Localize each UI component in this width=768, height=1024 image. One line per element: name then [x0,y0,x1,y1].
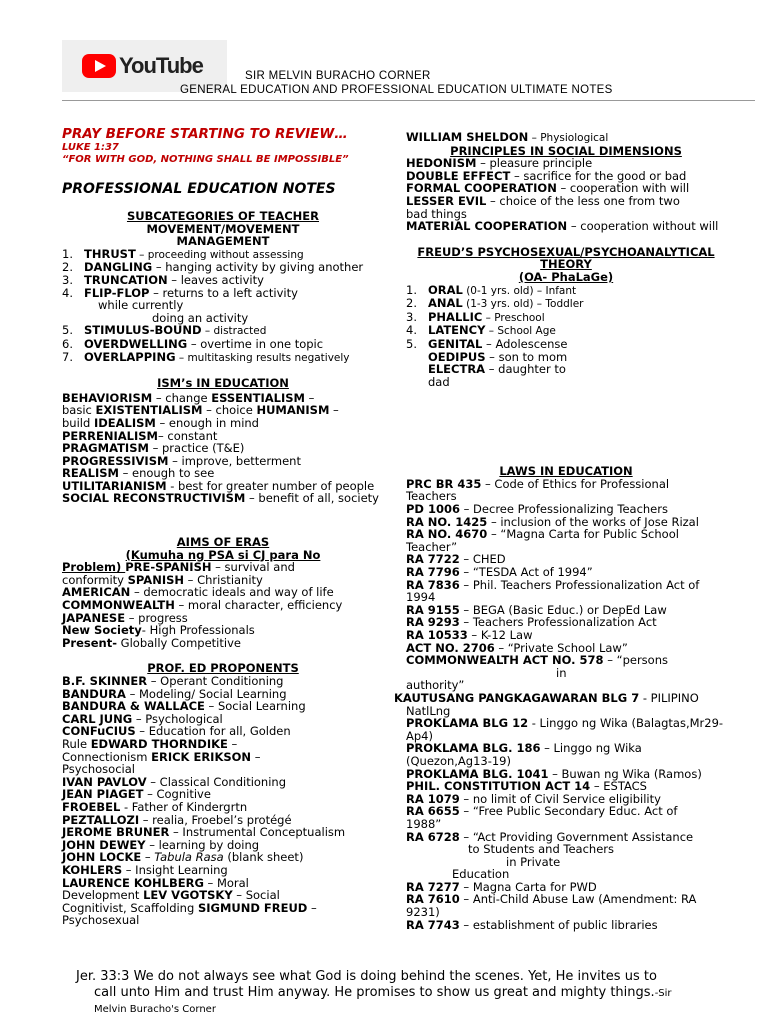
term: THRUST [84,246,136,261]
term: AMERICAN [62,585,131,600]
term: JOHN LOCKE [62,850,142,865]
quote-ref: Jer. 33:3 [76,969,130,984]
section-heading: (OA- PhaLaGe) [518,269,614,284]
term: PERRENIALISM [62,428,158,443]
term: ELECTRA [428,362,486,377]
description: Rule [62,736,91,751]
term: PRE-SPANISH [125,560,212,575]
description: – Preschool [482,311,545,324]
term: UTILITARIANISM [62,478,167,493]
term: IVAN PAVLOV [62,774,147,789]
description: - best for greater number of people [166,478,375,493]
description: – leaves activity [167,272,264,287]
description: – [307,900,317,915]
description: – daughter to [485,362,566,377]
description: – Cognitive [143,787,211,802]
list-item [406,919,726,932]
term: PROKLAMA BLG 12 [406,716,529,731]
description: – K-12 Law [467,628,533,642]
description: – survival and [211,560,295,575]
description: to Students and Teachers [468,842,615,857]
description: – [329,403,339,418]
term: SOCIAL RECONSTRUCTIVISM [62,491,246,506]
description: (blank sheet) [223,850,304,865]
description: – cooperation with will [556,181,690,196]
list-item [62,492,384,505]
verse-ref: LUKE 1:37 [62,142,119,153]
description: Teachers [406,489,457,504]
description: – Education for all, Golden [135,724,291,739]
description: – School Age [485,325,556,338]
description: 4. [406,323,417,338]
description: 5. [62,323,73,338]
term: ANAL [428,296,463,311]
term: TRUNCATION [84,272,168,287]
term: LAURENCE KOHLBERG [62,875,204,890]
logo-text: YouTube [119,53,203,78]
term: SIGMUND FREUD [197,900,308,915]
description: – improve, betterment [168,453,301,468]
term: PHALLIC [428,309,483,324]
term: DANGLING [84,260,153,275]
description: 4. [62,285,73,300]
description: – [227,736,238,751]
description: – “Free Public Secondary Educ. Act of [459,804,678,819]
description: – Moral [203,875,249,890]
description: – democratic ideals and way of life [130,585,334,600]
description: Psychosexual [62,913,140,928]
pray-heading: PRAY BEFORE STARTING TO REVIEW… [62,126,348,142]
header-divider [62,100,755,101]
description: – choice of the less one from two [486,193,680,208]
term: B.F. SKINNER [62,674,148,688]
list-item [62,914,384,927]
description: build [62,415,94,430]
description: in Private [506,854,561,869]
term: OVERLAPPING [84,349,176,364]
list-item [406,717,726,730]
description: – sacrifice for the good or bad [510,168,687,183]
list-item [406,220,726,233]
verse-text: “FOR WITH GOD, NOTHING SHALL BE IMPOSSIBLE” [62,154,349,165]
page-title: PROFESSIONAL EDUCATION NOTES [62,181,336,197]
term: JAPANESE [62,610,126,625]
list-item [62,351,384,365]
list-item [62,248,384,262]
term: COMMONWEALTH ACT NO. 578 [406,653,604,668]
description: – hanging activity by giving another [152,260,364,275]
term: PROKLAMA BLG. 1041 [406,766,549,781]
footer-quote [76,969,756,1018]
description: – Insight Learning [122,862,228,877]
section-heading: PRINCIPLES IN SOCIAL DIMENSIONS [450,143,682,158]
description: – Physiological [528,132,609,144]
term: RA 6728 [406,829,460,844]
list-item [406,579,726,592]
term: REALISM [62,466,119,481]
section-heading: MOVEMENT/MOVEMENT [146,221,300,236]
description: basic [62,403,96,418]
term: RA 7722 [406,552,460,567]
description: Ap4) [406,728,433,743]
term: EDWARD THORNDIKE [90,736,228,751]
description: – [304,390,315,405]
description: – “TESDA Act of 1994” [459,565,593,580]
description: – overtime in one topic [187,336,324,351]
description: – choice [202,403,257,418]
term: ACT NO. 2706 [406,640,495,655]
left-column [62,126,384,927]
term: PD 1006 [406,502,460,517]
term: IDEALISM [93,415,156,430]
header-author: SIR MELVIN BURACHO CORNER [245,70,431,82]
description: (0-1 yrs. old) – Infant [462,284,577,297]
description: - PILIPINO [639,690,699,705]
description: 1. [62,246,73,261]
quote-line: We do not always see what God is doing behind the scenes. Yet, He invites us to [129,969,657,984]
list-item [62,324,384,338]
term: SPANISH [127,572,185,587]
description: - High Professionals [141,623,255,638]
sheldon-line [406,131,726,145]
play-icon [82,54,116,78]
description: - Father of Kindergrtn [120,799,248,814]
term: LATENCY [428,323,486,338]
description: – Teachers Professionalization Act [459,615,657,630]
term: RA 7277 [406,879,460,894]
right-column [394,130,726,932]
description: doing an activity [152,310,249,325]
term: ESSENTIALISM [211,390,305,405]
description: 6. [62,336,73,351]
section-heading: MANAGEMENT [176,234,270,249]
description: – Anti-Child Abuse Law (Amendment: RA [459,892,697,907]
section-heading: LAWS IN EDUCATION [499,464,633,479]
term: RA NO. 4670 [406,527,488,542]
term: OEDIPUS [428,349,486,364]
term: RA 7610 [406,892,460,907]
description: – Linggo ng Wika [540,741,642,756]
description: NatlLng [406,703,451,718]
description: – Code of Ethics for Professional [481,476,670,491]
description: – progress [125,610,188,625]
term: New Society [62,623,142,638]
description: – Phil. Teachers Professionalization Act of [459,577,700,592]
description: Development [62,888,144,903]
term: RA 7796 [406,565,460,580]
term: Present- [62,635,118,650]
quote-line: call unto Him and trust Him anyway. He promises to show us great and mighty things. [94,985,655,1000]
term: JEAN PIAGET [62,787,144,802]
section-heading: ISM’s IN EDUCATION [157,376,289,391]
term: BANDURA [62,686,126,701]
description: Cognitivist, Scaffolding [62,900,198,915]
section-heading: AIMS OF ERAS [176,535,270,550]
description: bad things [406,206,467,221]
term: RA 6655 [406,804,460,819]
description: – CHED [459,552,506,567]
description: – returns to a left activity [149,285,298,300]
description: – practice (T&E) [148,441,245,456]
list-item [406,324,726,338]
description: 3. [62,272,73,287]
principles-list [406,157,726,233]
list-item [406,284,726,298]
description: in [556,665,567,680]
description: 2. [62,260,73,275]
quote-signature: -Sir [654,988,672,999]
description: – “persons [603,653,668,668]
description: – enough to see [118,466,215,481]
term: PROGRESSIVISM [62,453,169,468]
term: WILLIAM SHELDON [406,130,529,144]
list-item [406,297,726,311]
term: PEZTALLOZI [62,812,140,827]
term: COMMONWEALTH [62,598,175,613]
list-item [406,843,726,856]
description: – Social Learning [204,699,306,714]
term: DOUBLE EFFECT [406,168,511,183]
description: – Adolescense [482,336,568,351]
description: – “Act Providing Government Assistance [459,829,694,844]
term: PHIL. CONSTITUTION ACT 14 [406,779,591,794]
description: – [141,850,155,865]
term: HUMANISM [256,403,330,418]
description: conformity [62,572,128,587]
term: BEHAVIORISM [62,390,153,405]
term: FLIP-FLOP [84,285,150,300]
term: RA 10533 [406,628,468,642]
description: – multitasking results negatively [175,351,350,364]
description: – Classical Conditioning [146,774,287,789]
list-item [406,893,726,906]
description: – “Magna Carta for Public School [487,527,679,542]
description: Connectionism [62,749,152,764]
description: – no limit of Civil Service eligibility [459,791,661,806]
description: (Quezon,Ag13-19) [406,753,511,768]
ism-list [62,392,384,505]
term: RA NO. 1425 [406,514,488,529]
section-heading: FREUD’S PSYCHOSEXUAL/PSYCHOANALYTICAL [417,244,715,259]
term: HEDONISM [406,156,477,171]
description: – ESTACS [590,779,647,794]
description: – Magna Carta for PWD [459,879,597,894]
freud-list [406,284,726,389]
term: CARL JUNG [62,711,133,726]
quote-signature: Melvin Buracho's Corner [94,1004,216,1015]
description: – inclusion of the works of Jose Rizal [487,514,699,529]
term: PRAGMATISM [62,441,149,456]
description: – change [152,390,212,405]
term: STIMULUS-BOUND [84,323,202,338]
term: LESSER EVIL [406,193,487,208]
list-item [406,805,726,818]
description: Globally Competitive [117,635,241,650]
header-subtitle: GENERAL EDUCATION AND PROFESSIONAL EDUCATION ULTIMATE NOTES [180,84,613,96]
term: OVERDWELLING [84,336,188,351]
description: 2. [406,296,417,311]
description: – Buwan ng Wika (Ramos) [548,766,702,781]
term: ORAL [428,282,463,297]
term: KAUTUSANG PANGKAGAWARAN BLG 7 [394,690,640,705]
aims-subtitle: (Kumuha ng PSA si CJ para No [125,547,321,562]
list-item [406,654,726,667]
term: EXISTENTIALISM [95,403,203,418]
description: 3. [406,309,417,324]
laws-list [394,476,726,932]
list-item [406,363,726,376]
description: – realia, Froebel’s protégé [139,812,292,827]
description: – Operant Conditioning [147,674,284,688]
description: – proceeding without assessing [135,248,304,261]
subcategory-list [62,248,384,364]
description: – establishment of public libraries [459,917,658,932]
section-heading: SUBCATEGORIES OF TEACHER [126,209,320,223]
description: – “Private School Law” [494,640,628,655]
term: JOHN DEWEY [62,837,146,852]
description: 9231) [406,905,440,920]
description: dad [428,374,450,389]
section-heading: PROF. ED PROPONENTS [147,661,299,676]
description: – moral character, efficiency [174,598,343,613]
term: FORMAL COOPERATION [406,181,557,196]
term: PROKLAMA BLG. 186 [406,741,541,756]
term: RA 1079 [406,791,460,806]
description: – BEGA (Basic Educ.) or DepEd Law [459,602,667,617]
description: authority” [406,678,465,693]
description: – Social [232,888,280,903]
description: – [251,749,261,764]
description: 5. [406,336,417,351]
description: Education [452,867,510,882]
term: FROEBEL [62,799,121,814]
list-item [406,376,726,389]
description: – distracted [201,325,267,338]
description: 1988” [406,816,442,831]
list-item [406,311,726,325]
section-heading: THEORY [540,257,592,272]
term: RA 9155 [406,602,460,617]
description: - Linggo ng Wika (Balagtas,Mr29- [528,716,724,731]
description: – Decree Professionalizing Teachers [460,502,668,517]
description: – enough in mind [155,415,259,430]
term: ERICK ERIKSON [151,749,252,764]
description: – learning by doing [145,837,260,852]
description: – Modeling/ Social Learning [125,686,287,701]
description: (1-3 yrs. old) – Toddler [462,298,584,311]
description: – Psychological [132,711,223,726]
term: RA 7836 [406,577,460,592]
description: – cooperation without will [567,219,719,234]
term: LEV VGOTSKY [143,888,233,903]
term: RA 7743 [406,917,460,932]
term: BANDURA & WALLACE [62,699,205,714]
description: Psychosocial [62,762,135,777]
list-item [62,637,384,650]
description: – son to mom [485,349,568,364]
description: 7. [62,349,73,364]
term: Problem) [62,560,126,575]
description: – benefit of all, society [245,491,379,506]
aims-list [62,561,384,649]
description: Tabula Rasa [154,850,224,865]
description: 1994 [406,590,436,605]
description: – Instrumental Conceptualism [169,825,346,840]
proponents-list [62,675,384,927]
term: MATERIAL COOPERATION [406,219,568,234]
term: RA 9293 [406,615,460,630]
term: KOHLERS [62,862,123,877]
term: CONFuCIUS [62,724,136,739]
description: – Christianity [184,572,263,587]
term: JEROME BRUNER [62,825,170,840]
term: PRC BR 435 [406,476,482,491]
description: – pleasure principle [476,156,593,171]
description: – constant [158,428,218,443]
description: while currently [98,298,184,313]
description: 1. [406,282,417,297]
term: GENITAL [428,336,483,351]
description: Teacher” [406,539,458,554]
